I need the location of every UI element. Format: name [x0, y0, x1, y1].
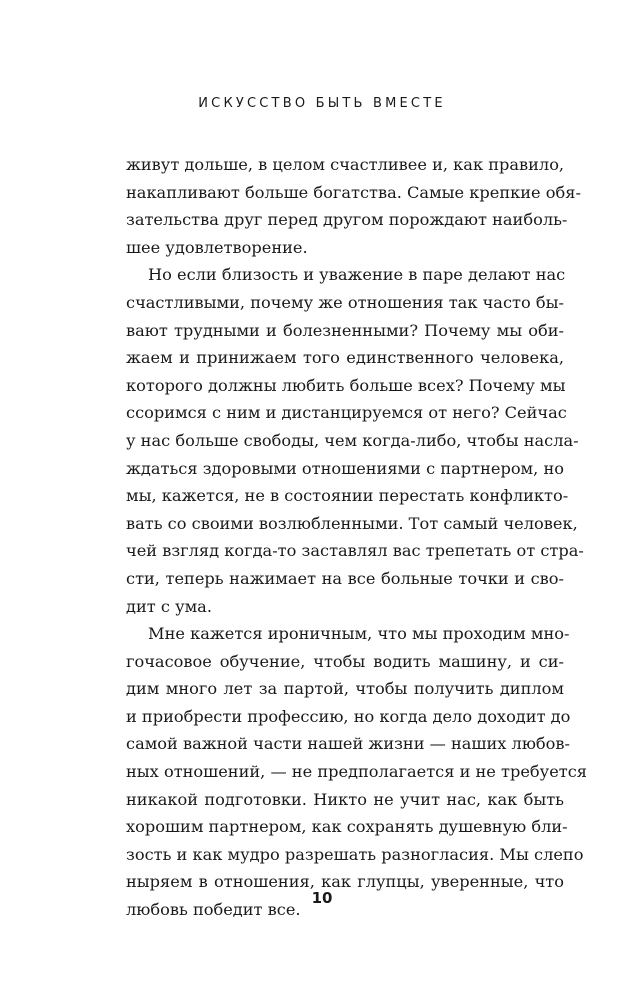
text-line: зательства друг перед другом порождают наиболь-: [126, 210, 568, 230]
text-line: которого должны любить больше всех? Почему мы: [126, 375, 566, 395]
text-line: Мне кажется ироничным, что мы проходим мно-: [148, 624, 570, 644]
text-line: сти, теперь нажимает на все больные точки и сво-: [126, 568, 564, 588]
text-line: ссоримся с ним и дистанцируемся от него? Сейчас: [126, 403, 567, 423]
text-line: счастливыми, почему же отношения так часто бы-: [126, 292, 564, 312]
text-line: живут дольше, в целом счастливее и, как правило,: [126, 155, 565, 174]
text-line: вают трудными и болезненными? Почему мы оби-: [126, 320, 564, 340]
text-line: ждаться здоровыми отношениями с партнером, но: [126, 458, 564, 478]
text-line: ныряем в отношения, как глупцы, уверенные, что: [126, 872, 564, 892]
text-line: шее удовлетворение.: [126, 237, 308, 257]
text-line: самой важной части нашей жизни — наших любов-: [126, 734, 570, 754]
text-line: Но если близость и уважение в паре делают нас: [148, 265, 566, 285]
text-line: хорошим партнером, как сохранять душевную бли-: [126, 817, 568, 837]
text-line: дит с ума.: [126, 596, 212, 616]
text-line: дим много лет за партой, чтобы получить диплом: [126, 679, 564, 699]
text-line: у нас больше свободы, чем когда-либо, чтобы насла-: [126, 430, 579, 450]
paragraph: [126, 261, 584, 620]
text-line: чей взгляд когда-то заставлял вас трепетать от стра-: [126, 541, 584, 561]
body-text: [126, 151, 588, 924]
text-line: зость и как мудро разрешать разногласия. Мы слепо: [126, 844, 584, 864]
text-line: никакой подготовки. Никто не учит нас, как быть: [126, 789, 564, 809]
text-line: мы, кажется, не в состоянии перестать конфликто-: [126, 486, 569, 506]
text-line: жаем и принижаем того единственного человека,: [126, 348, 564, 368]
page-number: 10: [311, 889, 333, 907]
text-line: накапливают больше богатства. Самые крепкие обя-: [126, 182, 581, 202]
text-line: гочасовое обучение, чтобы водить машину, и си-: [126, 651, 564, 671]
text-line: и приобрести профессию, но когда дело доходит до: [126, 706, 571, 726]
text-line: вать со своими возлюбленными. Тот самый человек,: [126, 513, 578, 533]
paragraph: [126, 151, 581, 261]
text-line: ных отношений, — не предполагается и не требуется: [126, 762, 588, 782]
text-line: любовь победит все.: [126, 900, 301, 920]
paragraph: [126, 620, 588, 924]
running-header: ИСКУССТВО БЫТЬ ВМЕСТЕ: [198, 96, 446, 111]
